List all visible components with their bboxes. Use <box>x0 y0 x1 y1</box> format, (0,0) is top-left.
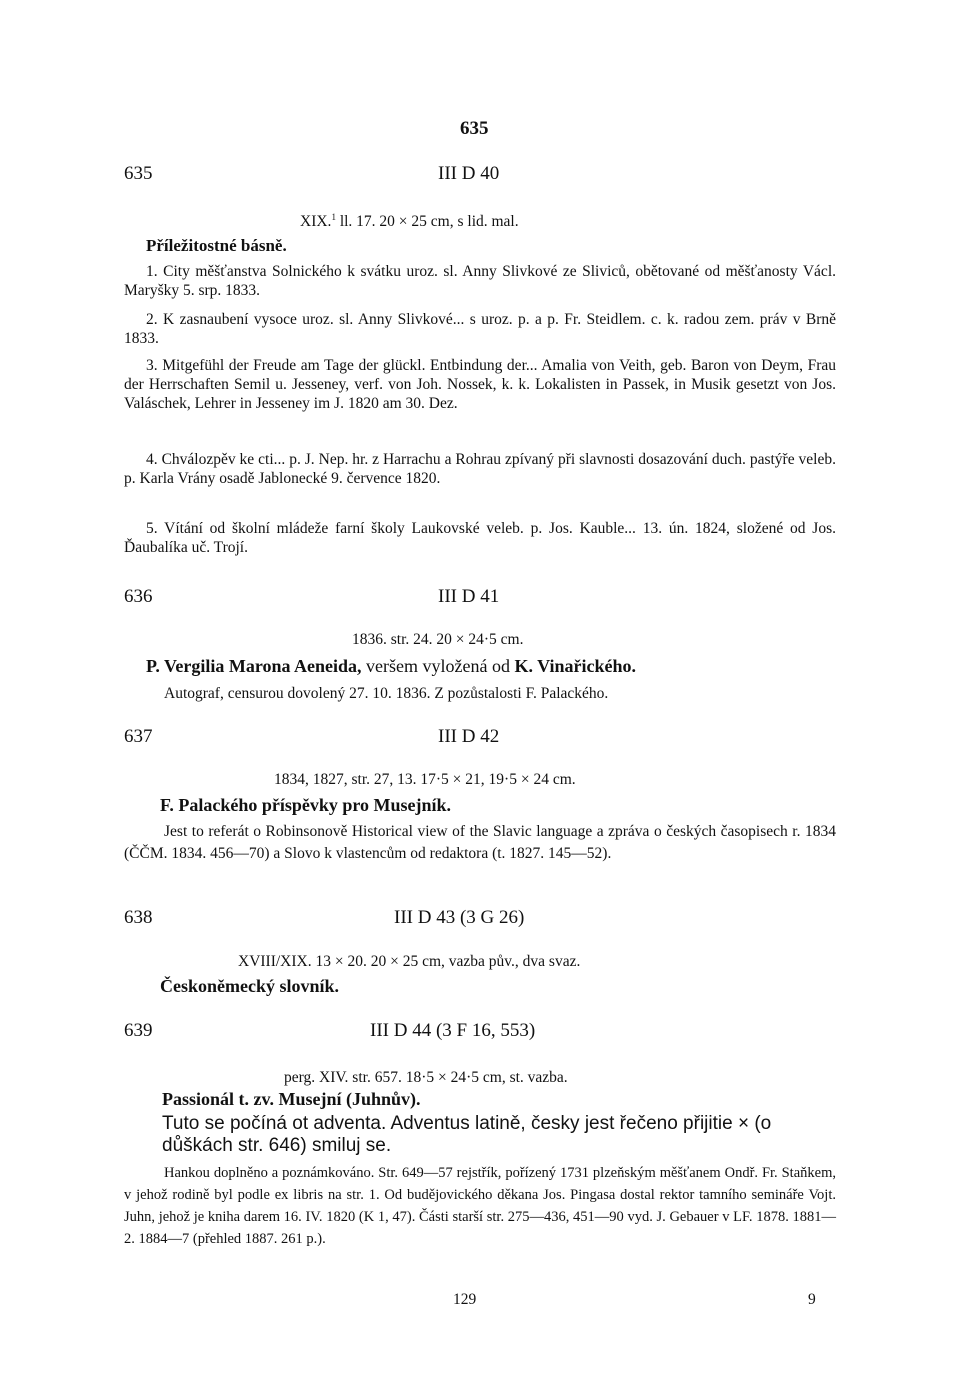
entry-number: 637 <box>124 726 153 747</box>
incipit-quote: Tuto se počíná ot adventa. Adventus latině, česky jest řečeno přijitie × (o důškách str. 646) smiluj se. <box>162 1113 772 1156</box>
entry-note: Autograf, censurou dovolený 27. 10. 1836. Z pozůstalosti F. Palackého. <box>164 685 609 702</box>
entry-meta: 1834, 1827, str. 27, 13. 17·5 × 21, 19·5 × 24 cm. <box>274 771 576 788</box>
list-item: 5. Vítání od školní mládeže farní školy Laukovské veleb. p. Jos. Kauble... 13. ún. 1824, složené od Jos. Ďaubalíka uč. Trojí. <box>124 520 836 556</box>
entry-title: Českoněmecký slovník. <box>160 976 340 996</box>
footer-sheet-number: 9 <box>808 1291 816 1308</box>
shelf-signature: III D 44 (3 F 16, 553) <box>370 1020 536 1041</box>
list-item: 3. Mitgefühl der Freude am Tage der glückl. Entbindung der... Amalia von Veith, geb. Baron von Deym, Frau der Herrschaften Semil u. Jesseney, verf. von Joh. Nossek, k. k. Lokalisten in Passek, in Musik gesetzt von Jos. Valáschek, Lehrer in Jesseney im J. 1820 am 30. Dez. <box>124 357 836 412</box>
footnote-mark: 1 <box>331 212 336 222</box>
entry-meta: 1836. str. 24. 20 × 24·5 cm. <box>352 631 524 648</box>
entry-title: F. Palackého příspěvky pro Musejník. <box>160 795 452 815</box>
entry-title <box>146 657 636 676</box>
shelf-signature: III D 43 (3 G 26) <box>394 907 525 928</box>
footer-signature-number: 129 <box>453 1291 477 1308</box>
entry-title: Passionál t. zv. Musejní (Juhnův). <box>162 1089 421 1109</box>
entry-number: 639 <box>124 1020 153 1041</box>
entry-title: Příležitostné básně. <box>146 236 287 255</box>
page-number-top: 635 <box>460 118 489 139</box>
list-item: 2. K zasnaubení vysoce uroz. sl. Anny Slivkové... s uroz. p. a p. Fr. Steidlem. c. k. radou zem. práv v Brně 1833. <box>124 311 836 347</box>
entry-note: Hankou doplněno a poznámkováno. Str. 649—57 rejstřík, pořízený 1731 plzeňským měšťanem Ondř. Fr. Staňkem, v jehož rodině byl podle ex libris na str. 1. Od budějovického děkana Jos. Pingasa dostal rektor tamního semináře Vojt. Juhn, jehož je kniha darem 16. IV. 1820 (K 1, 47). Části starší str. 275—436, 451—90 vyd. J. Gebauer v LF. 1878. 1881—2. 1884—7 (přehled 1887. 261 p.). <box>124 1165 836 1247</box>
title-part: P. Vergilia Marona Aeneida, <box>146 656 362 676</box>
meta-rest: ll. 17. 20 × 25 cm, s lid. mal. <box>335 213 519 231</box>
shelf-signature: III D 40 <box>438 163 500 184</box>
entry-number: 638 <box>124 907 153 928</box>
entry-meta: perg. XIV. str. 657. 18·5 × 24·5 cm, st. vazba. <box>284 1069 568 1086</box>
entry-note: Jest to referát o Robinsonově Historical view of the Slavic language a zpráva o českých časopisech r. 1834 (ČČM. 1834. 456—70) a Slovo k vlastencům od redaktora (t. 1827. 145—52). <box>124 823 836 862</box>
entry-number: 636 <box>124 586 153 607</box>
entry-meta <box>300 208 519 231</box>
list-item: 4. Chválozpěv ke cti... p. J. Nep. hr. z Harrachu a Rohrau zpívaný při slavnosti dosazování duch. pastýře veleb. p. Karla Vrány osadě Jablonecké 9. července 1820. <box>124 451 836 487</box>
entry-meta: XVIII/XIX. 13 × 20. 20 × 25 cm, vazba pův., dva svaz. <box>238 953 581 970</box>
entry-number: 635 <box>124 163 153 184</box>
shelf-signature: III D 41 <box>438 586 500 607</box>
title-part: K. Vinařického. <box>514 656 636 676</box>
title-part: veršem vyložená od <box>361 656 515 676</box>
list-item: 1. City měšťanstva Solnického k svátku uroz. sl. Anny Slivkové ze Sliviců, obětované od měšťanosty Václ. Maryšky 5. srp. 1833. <box>124 263 836 299</box>
shelf-signature: III D 42 <box>438 726 500 747</box>
meta-prefix: XIX. <box>300 213 332 231</box>
